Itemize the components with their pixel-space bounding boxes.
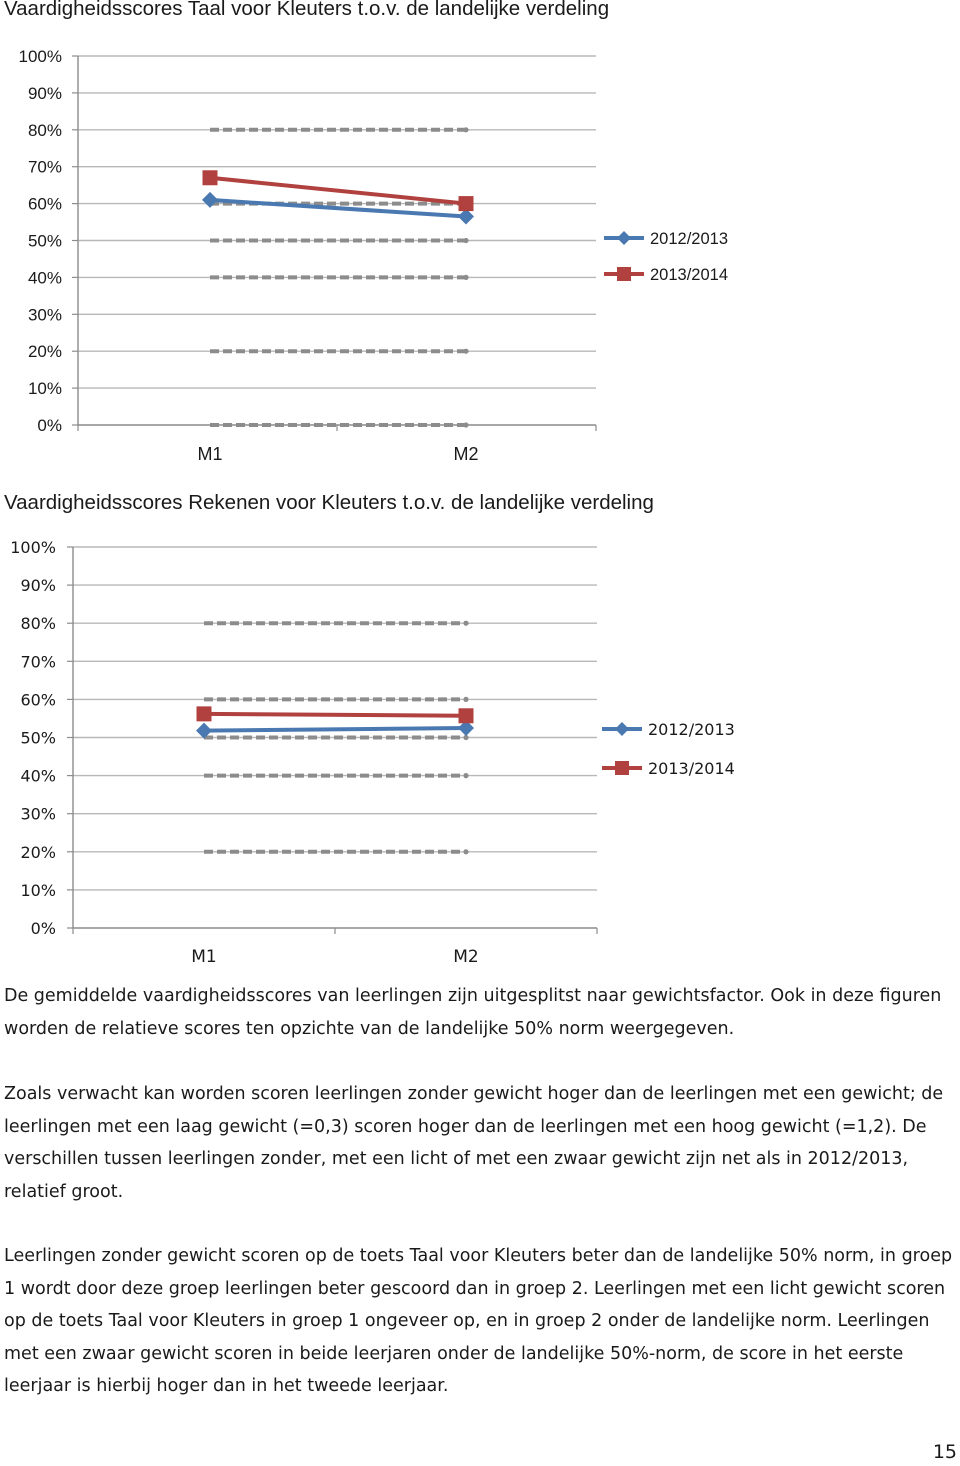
y-tick-label: 10% — [20, 880, 56, 900]
paragraph-verwachting: Zoals verwacht kan worden scoren leerlingen zonder gewicht hoger dan de leerlingen met een gewicht; de leerlingen met een laag gewicht (=0,3) scoren hoger dan de leerlingen met een hoog gewicht (=1,2). De verschillen tussen leerlingen zonder, met een licht of met een zwaar gewicht zijn net als in 2012/2013, relatief groot. — [4, 1084, 944, 1202]
y-tick-label: 50% — [27, 231, 62, 251]
y-tick-label: 0% — [37, 416, 62, 435]
legend-marker-square — [617, 267, 631, 281]
legend-label: 2013/2014 — [650, 266, 728, 284]
reference-line-end — [463, 621, 468, 626]
data-point-square — [197, 706, 212, 721]
reference-line-end — [463, 697, 468, 702]
chart-rekenen-voor-kleuters — [0, 525, 760, 970]
y-tick-label: 20% — [27, 342, 62, 362]
reference-line-end — [463, 849, 468, 854]
x-category-label: M1 — [197, 444, 223, 464]
legend-item — [604, 266, 728, 284]
legend-label: 2012/2013 — [648, 720, 735, 739]
legend-marker-square — [615, 761, 629, 775]
y-tick-label: 10% — [27, 379, 62, 399]
legend-marker-diamond — [617, 231, 631, 245]
y-tick-label: 20% — [20, 842, 56, 862]
legend-label: 2012/2013 — [650, 230, 728, 248]
y-tick-label: 60% — [27, 194, 62, 214]
chart-title-rekenen: Vaardigheidsscores Rekenen voor Kleuters t.o.v. de landelijke verdeling — [4, 491, 654, 514]
series-line — [204, 728, 466, 731]
legend-item — [602, 759, 735, 778]
legend-marker-diamond — [615, 722, 629, 736]
y-tick-label: 90% — [20, 576, 56, 596]
data-point-square — [459, 708, 474, 723]
paragraph-intro: De gemiddelde vaardigheidsscores van leerlingen zijn uitgesplitst naar gewichtsfactor. Ook in deze figuren worden de relatieve scores ten opzichte van de landelijke 50% norm weergegeven. — [4, 986, 942, 1039]
y-tick-label: 80% — [20, 614, 56, 634]
y-tick-label: 30% — [27, 305, 62, 325]
paragraph-taal-resultaten: Leerlingen zonder gewicht scoren op de toets Taal voor Kleuters beter dan de landelijke 50% norm, in groep 1 wordt door deze groep leerlingen beter gescoord dan in groep 2. Leerlingen met een licht gewicht scoren op de toets Taal voor Kleuters in groep 1 ongeveer op, en in groep 2 onder de landelijke norm. Leerlingen met een zwaar gewicht scoren in beide leerjaren onder de landelijke 50%-norm, de score in het eerste leerjaar is hierbij hoger dan in het tweede leerjaar. — [4, 1246, 953, 1396]
y-tick-label: 100% — [18, 47, 62, 66]
y-tick-label: 60% — [20, 690, 56, 710]
legend-item — [602, 720, 735, 739]
x-category-label: M2 — [453, 444, 479, 464]
series-line — [204, 714, 466, 716]
reference-line-end — [463, 422, 468, 427]
y-tick-label: 70% — [27, 157, 62, 177]
legend-item — [604, 230, 728, 248]
reference-line-end — [463, 127, 468, 132]
chart-taal-voor-kleuters — [0, 30, 760, 470]
data-point-square — [203, 170, 218, 185]
reference-line-end — [463, 773, 468, 778]
reference-line-end — [463, 275, 468, 280]
y-tick-label: 0% — [30, 919, 56, 938]
y-tick-label: 70% — [20, 652, 56, 672]
reference-line-end — [463, 349, 468, 354]
series-line — [210, 200, 466, 217]
legend-label: 2013/2014 — [648, 759, 735, 778]
y-tick-label: 100% — [10, 538, 56, 557]
y-tick-label: 80% — [27, 120, 62, 140]
x-category-label: M2 — [453, 947, 479, 967]
reference-line-end — [463, 238, 468, 243]
x-category-label: M1 — [191, 947, 217, 967]
y-tick-label: 50% — [20, 728, 56, 748]
y-tick-label: 30% — [20, 804, 56, 824]
chart-title-taal: Vaardigheidsscores Taal voor Kleuters t.o.v. de landelijke verdeling — [4, 0, 610, 20]
data-point-square — [459, 196, 474, 211]
y-tick-label: 90% — [27, 83, 62, 103]
page-number: 15 — [932, 1441, 957, 1463]
y-tick-label: 40% — [20, 766, 56, 786]
y-tick-label: 40% — [27, 268, 62, 288]
series-line — [210, 178, 466, 204]
